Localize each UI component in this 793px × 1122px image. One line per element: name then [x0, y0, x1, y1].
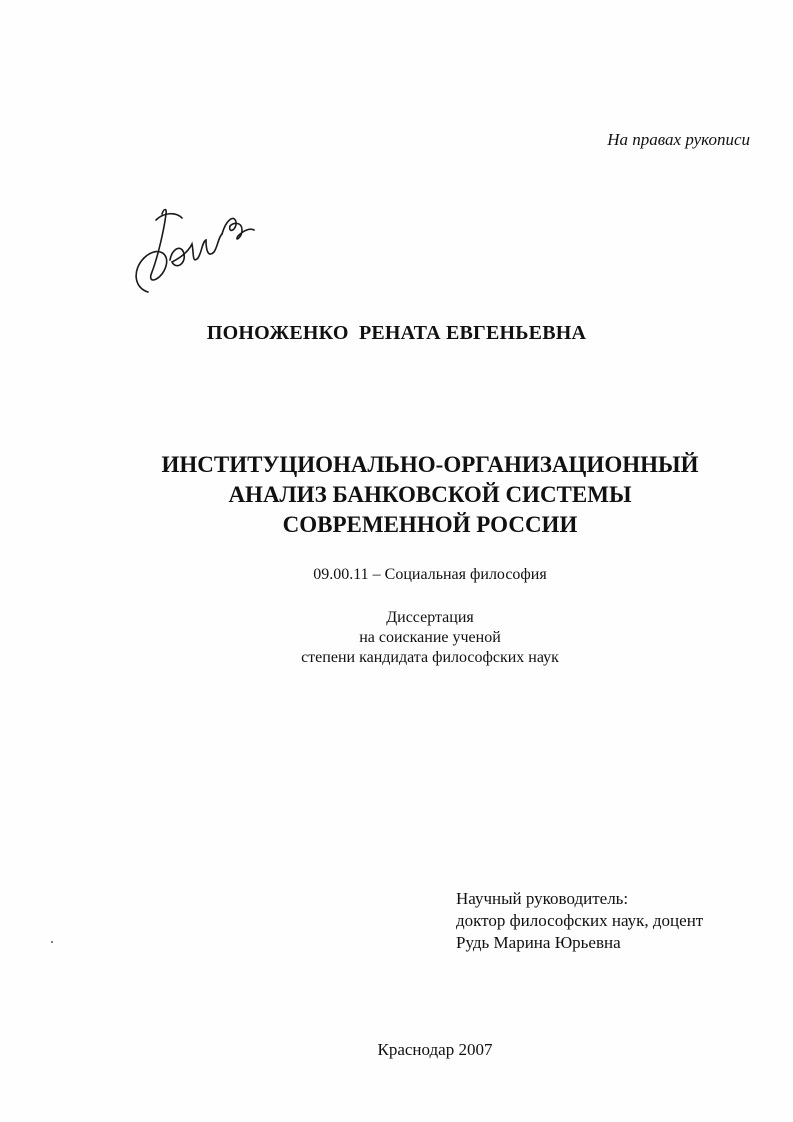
scan-speck [51, 941, 53, 943]
specialty-code: 09.00.11 – Социальная философия [313, 566, 547, 583]
place-and-year: Краснодар 2007 [377, 1040, 493, 1059]
title-line: ИНСТИТУЦИОНАЛЬНО-ОРГАНИЗАЦИОННЫЙ [161, 452, 699, 477]
degree-line: Диссертация [386, 609, 474, 626]
degree-line: на соискание ученой [359, 629, 501, 646]
supervisor-line: Научный руководитель: [456, 889, 629, 908]
author-name: ПОНОЖЕНКО РЕНАТА ЕВГЕНЬЕВНА [206, 322, 587, 344]
rights-note: На правах рукописи [607, 130, 750, 149]
supervisor-line: доктор философских наук, доцент [456, 911, 704, 930]
dissertation-title [130, 450, 730, 540]
supervisor-line: Рудь Марина Юрьевна [456, 933, 621, 952]
degree-statement [230, 608, 630, 668]
supervisor-block [456, 888, 703, 954]
degree-line: степени кандидата философских наук [301, 649, 559, 666]
title-line: АНАЛИЗ БАНКОВСКОЙ СИСТЕМЫ [228, 482, 632, 507]
handwritten-signature [126, 200, 261, 300]
title-line: СОВРЕМЕННОЙ РОССИИ [282, 512, 578, 537]
